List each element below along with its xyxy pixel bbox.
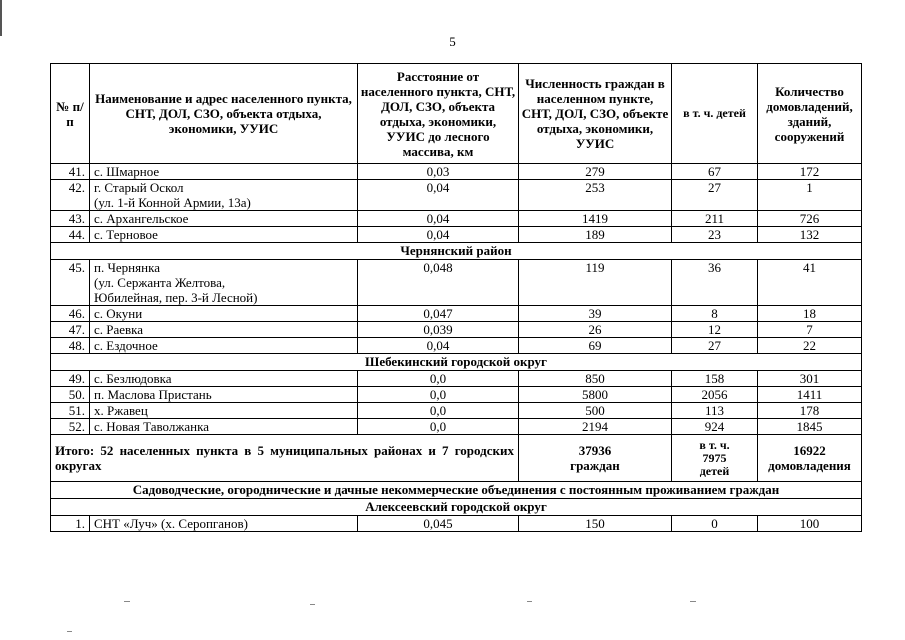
- row-distance: 0,04: [358, 180, 519, 211]
- row-num: 47.: [51, 322, 90, 338]
- section-title: Садоводческие, огороднические и дачные некоммерческие объединения с постоянным проживанием граждан: [51, 482, 862, 499]
- page-number: 5: [449, 34, 456, 49]
- section-row: [51, 482, 862, 499]
- row-num: 1.: [51, 516, 90, 532]
- row-distance: 0,047: [358, 306, 519, 322]
- row-name: с. Архангельское: [90, 211, 358, 227]
- row-buildings: 22: [758, 338, 862, 354]
- row-name: с. Окуни: [90, 306, 358, 322]
- total-buildings-value: 16922: [793, 443, 826, 458]
- table-row: [51, 387, 862, 403]
- row-children: 2056: [672, 387, 758, 403]
- row-distance: 0,0: [358, 403, 519, 419]
- row-children: 211: [672, 211, 758, 227]
- row-children: 113: [672, 403, 758, 419]
- row-buildings: 1845: [758, 419, 862, 435]
- row-children: 158: [672, 371, 758, 387]
- row-name: СНТ «Луч» (х. Серопганов): [90, 516, 358, 532]
- table-row: [51, 403, 862, 419]
- table-row: [51, 322, 862, 338]
- row-population: 69: [519, 338, 672, 354]
- total-row: [51, 435, 862, 482]
- table-row: [51, 371, 862, 387]
- row-buildings: 1: [758, 180, 862, 211]
- row-distance: 0,03: [358, 164, 519, 180]
- total-children-unit: детей: [699, 463, 730, 478]
- row-buildings: 132: [758, 227, 862, 243]
- row-buildings: 172: [758, 164, 862, 180]
- section-row: [51, 499, 862, 516]
- row-buildings: 726: [758, 211, 862, 227]
- row-name-line: (ул. 1-й Конной Армии, 13а): [94, 195, 251, 210]
- total-population-unit: граждан: [570, 458, 620, 473]
- row-distance: 0,039: [358, 322, 519, 338]
- scan-speck: [527, 601, 532, 602]
- row-num: 41.: [51, 164, 90, 180]
- row-num: 48.: [51, 338, 90, 354]
- table-row: [51, 164, 862, 180]
- row-name: п. Маслова Пристань: [90, 387, 358, 403]
- scan-margin-line: [0, 0, 2, 36]
- row-name: [90, 260, 358, 306]
- row-children: 8: [672, 306, 758, 322]
- header-distance: Расстояние от населенного пункта, СНТ, ДОЛ, СЗО, объекта отдыха, экономики, УУИС до лесного массива, км: [358, 64, 519, 164]
- total-population-value: 37936: [578, 443, 612, 458]
- table-row: [51, 227, 862, 243]
- row-population: 253: [519, 180, 672, 211]
- row-children: 12: [672, 322, 758, 338]
- total-buildings-unit: домовладения: [768, 458, 851, 473]
- row-buildings: 178: [758, 403, 862, 419]
- row-children: 36: [672, 260, 758, 306]
- row-population: 189: [519, 227, 672, 243]
- table-header-row: [51, 64, 862, 164]
- row-name: х. Ржавец: [90, 403, 358, 419]
- row-name-line: Юбилейная, пер. 3-й Лесной): [94, 290, 258, 305]
- table-row: [51, 306, 862, 322]
- row-population: 279: [519, 164, 672, 180]
- row-population: 850: [519, 371, 672, 387]
- section-title: Алексеевский городской округ: [51, 499, 862, 516]
- row-name-line: г. Старый Оскол: [94, 180, 184, 195]
- total-buildings: [758, 435, 862, 482]
- row-name: с. Терновое: [90, 227, 358, 243]
- total-children-prefix: в т. ч.: [699, 437, 730, 452]
- table-row: [51, 180, 862, 211]
- row-num: 49.: [51, 371, 90, 387]
- total-label: Итого: 52 населенных пункта в 5 муниципальных районах и 7 городских округах: [51, 435, 519, 482]
- row-num: 52.: [51, 419, 90, 435]
- row-name-line: п. Чернянка: [94, 260, 160, 275]
- row-population: 119: [519, 260, 672, 306]
- table-row: [51, 516, 862, 532]
- row-buildings: 7: [758, 322, 862, 338]
- row-distance: 0,048: [358, 260, 519, 306]
- row-buildings: 1411: [758, 387, 862, 403]
- row-num: 45.: [51, 260, 90, 306]
- scan-speck: [690, 601, 696, 602]
- row-name: с. Безлюдовка: [90, 371, 358, 387]
- section-title: Чернянский район: [51, 243, 862, 260]
- row-buildings: 18: [758, 306, 862, 322]
- row-children: 0: [672, 516, 758, 532]
- row-name: с. Новая Таволжанка: [90, 419, 358, 435]
- row-distance: 0,04: [358, 211, 519, 227]
- row-distance: 0,0: [358, 371, 519, 387]
- row-num: 46.: [51, 306, 90, 322]
- row-population: 500: [519, 403, 672, 419]
- row-num: 42.: [51, 180, 90, 211]
- row-population: 5800: [519, 387, 672, 403]
- row-distance: 0,04: [358, 338, 519, 354]
- row-name-line: (ул. Сержанта Желтова,: [94, 275, 226, 290]
- header-buildings: Количество домовладений, зданий, сооружений: [758, 64, 862, 164]
- row-population: 2194: [519, 419, 672, 435]
- header-num: № п/п: [51, 64, 90, 164]
- row-buildings: 100: [758, 516, 862, 532]
- section-row: [51, 243, 862, 260]
- header-population: Численность граждан в населенном пункте, СНТ, ДОЛ, СЗО, объекте отдыха, экономики, УУИС: [519, 64, 672, 164]
- row-buildings: 301: [758, 371, 862, 387]
- row-population: 39: [519, 306, 672, 322]
- row-num: 51.: [51, 403, 90, 419]
- total-children-value: 7975: [702, 450, 727, 465]
- row-population: 1419: [519, 211, 672, 227]
- row-children: 924: [672, 419, 758, 435]
- table-row: [51, 338, 862, 354]
- row-num: 43.: [51, 211, 90, 227]
- row-name: с. Шмарное: [90, 164, 358, 180]
- row-num: 50.: [51, 387, 90, 403]
- section-title: Шебекинский городской округ: [51, 354, 862, 371]
- settlements-table: [50, 63, 862, 532]
- row-population: 150: [519, 516, 672, 532]
- header-children: в т. ч. детей: [672, 64, 758, 164]
- row-children: 27: [672, 338, 758, 354]
- row-children: 27: [672, 180, 758, 211]
- scan-speck: [67, 631, 72, 632]
- header-name: Наименование и адрес населенного пункта, СНТ, ДОЛ, СЗО, объекта отдыха, экономики, УУИС: [90, 64, 358, 164]
- row-distance: 0,0: [358, 419, 519, 435]
- row-population: 26: [519, 322, 672, 338]
- row-name: с. Раевка: [90, 322, 358, 338]
- scan-speck: [124, 601, 130, 602]
- total-children: [672, 435, 758, 482]
- row-distance: 0,0: [358, 387, 519, 403]
- scan-speck: [310, 604, 315, 605]
- row-children: 67: [672, 164, 758, 180]
- table-row: [51, 419, 862, 435]
- row-children: 23: [672, 227, 758, 243]
- row-buildings: 41: [758, 260, 862, 306]
- total-population: [519, 435, 672, 482]
- row-distance: 0,04: [358, 227, 519, 243]
- row-distance: 0,045: [358, 516, 519, 532]
- table-row: [51, 211, 862, 227]
- row-name: [90, 180, 358, 211]
- row-name: с. Ездочное: [90, 338, 358, 354]
- row-num: 44.: [51, 227, 90, 243]
- section-row: [51, 354, 862, 371]
- table-row: [51, 260, 862, 306]
